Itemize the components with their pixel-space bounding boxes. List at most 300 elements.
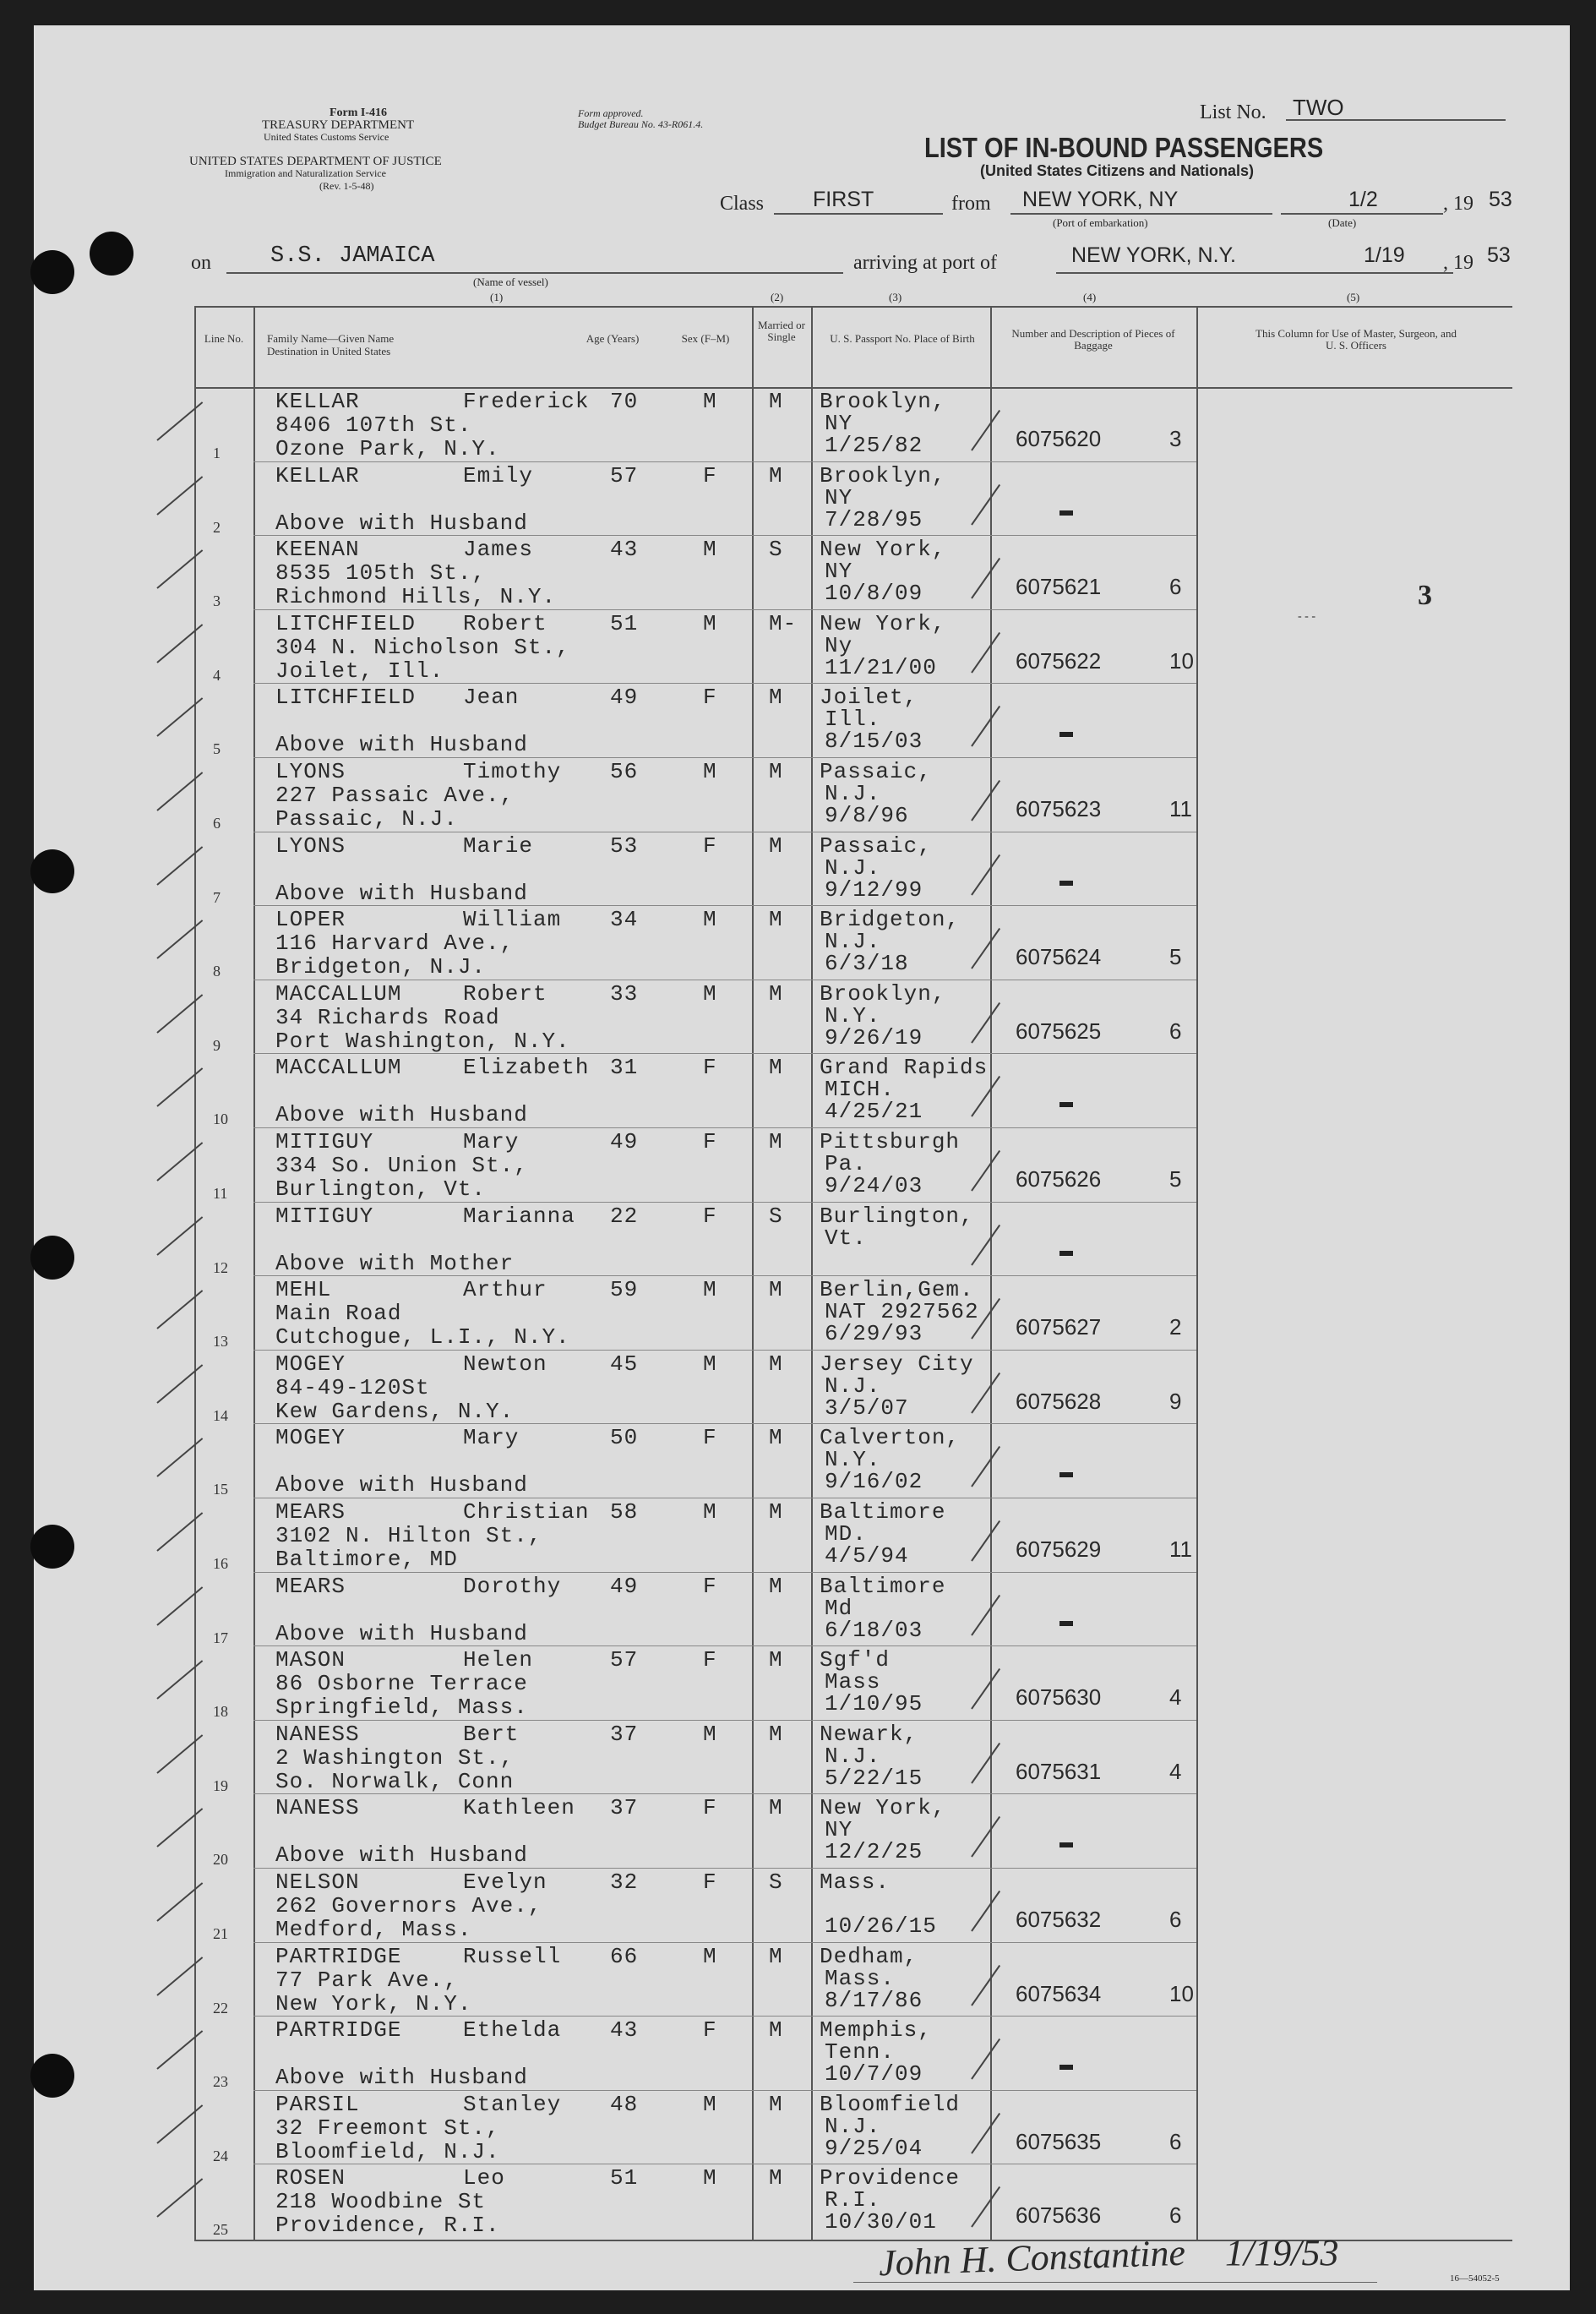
sex: F [703, 1647, 717, 1673]
given-name: Helen [463, 1647, 534, 1673]
age: 57 [610, 1647, 639, 1673]
baggage-count: 3 [1169, 426, 1182, 451]
age: 51 [610, 2165, 639, 2191]
birthplace-line-2: N.J. [825, 781, 881, 806]
family-name: PARTRIDGE [275, 2017, 402, 2044]
address-line-1: 262 Governors Ave., [275, 1893, 542, 1918]
birthplace-line-1: New York, [820, 537, 946, 563]
address-line-2: Medford, Mass. [275, 1917, 472, 1942]
age: 43 [610, 537, 639, 563]
age: 56 [610, 759, 639, 784]
sex: F [703, 832, 717, 859]
age: 48 [610, 2091, 639, 2117]
no-baggage-mark [1059, 881, 1073, 886]
sex: M [703, 1277, 717, 1303]
address-line-2: Above with Husband [275, 1472, 528, 1498]
sex: F [703, 1055, 717, 1081]
birthplace-line-1: Sgf'd [820, 1647, 891, 1673]
line-number: 21 [213, 1925, 228, 1942]
birth-date: 3/5/07 [825, 1394, 909, 1421]
birthplace-line-2: NY [825, 559, 853, 585]
baggage-number: 6075631 [1016, 1758, 1102, 1784]
binder-hole [30, 250, 74, 294]
sex: M [703, 2165, 717, 2191]
line-number: 1 [213, 445, 221, 461]
binder-hole [30, 2054, 74, 2098]
line-number: 22 [213, 1999, 228, 2017]
birthplace-line-2: N.Y. [825, 1002, 881, 1029]
line-number: 5 [213, 740, 221, 758]
given-name: Mary [463, 1129, 520, 1154]
family-name: NANESS [275, 1795, 360, 1821]
binder-hole [30, 1525, 74, 1569]
age: 53 [610, 832, 639, 859]
line-number: 10 [213, 1111, 228, 1128]
given-name: Robert [463, 610, 547, 636]
binder-hole [30, 849, 74, 893]
address-line-1: Main Road [275, 1301, 402, 1327]
line-number: 7 [213, 888, 221, 906]
marital-status: M [769, 1055, 783, 1081]
family-name: LYONS [275, 759, 346, 784]
ins-service: Immigration and Naturalization Service [225, 167, 386, 179]
age: 45 [610, 1351, 639, 1377]
sex: F [703, 1129, 717, 1154]
address-line-1: 227 Passaic Ave., [275, 783, 515, 808]
age: 34 [610, 907, 639, 933]
age: 49 [610, 685, 639, 711]
given-name: Marianna [463, 1203, 575, 1229]
birth-date: 8/17/86 [825, 1987, 923, 2013]
birthplace-line-1: Pittsburgh [820, 1129, 961, 1154]
line-number: 15 [213, 1481, 228, 1498]
birth-date: 8/15/03 [825, 729, 923, 755]
birthplace-line-2: NY [825, 1817, 853, 1843]
port-embark-caption: (Port of embarkation) [1053, 216, 1148, 229]
address-line-2: Above with Husband [275, 510, 528, 536]
no-baggage-mark [1059, 2065, 1073, 2070]
marital-status: M [769, 685, 783, 711]
birthplace-line-2: Ill. [825, 707, 881, 733]
baggage-number: 6075626 [1016, 1166, 1102, 1192]
form-sheet [34, 25, 1570, 2290]
age: 57 [610, 462, 639, 488]
family-name: MITIGUY [275, 1129, 374, 1154]
given-name: Mary [463, 1425, 520, 1451]
baggage-count: 5 [1169, 944, 1182, 970]
address-line-2: Richmond Hills, N.Y. [275, 584, 557, 610]
birthplace-line-2: R.I. [825, 2187, 881, 2213]
age: 66 [610, 1943, 639, 1969]
age: 50 [610, 1425, 639, 1451]
given-name: Arthur [463, 1277, 547, 1303]
sex: F [703, 1869, 717, 1895]
family-name: MEHL [275, 1277, 332, 1303]
birthplace-line-2: MD. [825, 1521, 867, 1547]
class-value: FIRST [813, 188, 874, 211]
line-number: 4 [213, 666, 221, 684]
no-baggage-mark [1059, 732, 1073, 737]
birthplace-line-2: NY [825, 484, 853, 510]
given-name: Leo [463, 2165, 505, 2191]
birthplace-line-1: Bloomfield [820, 2091, 961, 2117]
baggage-count: 4 [1169, 1684, 1182, 1711]
address-line-2: Above with Mother [275, 1250, 515, 1276]
family-name: NANESS [275, 1721, 360, 1747]
baggage-number: 6075630 [1016, 1684, 1102, 1711]
birth-date: 4/25/21 [825, 1099, 923, 1125]
birthplace-line-1: New York, [820, 1795, 946, 1821]
birthplace-line-2: NY [825, 411, 853, 436]
sex: M [703, 389, 717, 414]
given-name: Frederick [463, 389, 590, 414]
given-name: Bert [463, 1721, 520, 1747]
address-line-2: Ozone Park, N.Y. [275, 436, 500, 461]
baggage-number: 6075620 [1016, 426, 1102, 451]
line-number: 8 [213, 963, 221, 980]
header-sex: Sex (F–M) [681, 332, 730, 345]
marital-status: M [769, 1425, 783, 1451]
baggage-count: 6 [1169, 1018, 1182, 1044]
birth-date: 6/3/18 [825, 951, 909, 977]
baggage-count: 2 [1169, 1314, 1182, 1340]
sex: M [703, 1499, 717, 1525]
baggage-number: 6075624 [1016, 944, 1102, 970]
baggage-number: 6075632 [1016, 1907, 1102, 1932]
address-line-2: Passaic, N.J. [275, 806, 458, 832]
family-name: LITCHFIELD [275, 610, 417, 636]
birthplace-line-1: New York, [820, 610, 946, 636]
baggage-count: 11 [1169, 796, 1192, 821]
baggage-count: 6 [1169, 2202, 1182, 2229]
birthplace-line-1: Bridgeton, [820, 907, 961, 933]
age: 32 [610, 1869, 639, 1895]
treasury-dept: TREASURY DEPARTMENT [262, 118, 415, 132]
family-name: LYONS [275, 832, 346, 859]
marital-status: M [769, 1351, 783, 1377]
on-label: on [191, 252, 211, 274]
line-number: 19 [213, 1776, 228, 1794]
header-destination: Destination in United States [267, 345, 391, 357]
birthplace-line-2: N.J. [825, 929, 881, 955]
line-number: 17 [213, 1629, 228, 1646]
header-family-name: Family Name—Given Name [267, 332, 395, 345]
family-name: ROSEN [275, 2165, 346, 2191]
family-name: LITCHFIELD [275, 685, 417, 711]
birthplace-line-2: Md [825, 1595, 853, 1621]
baggage-count: 6 [1169, 1907, 1182, 1932]
age: 37 [610, 1721, 639, 1747]
marital-status: M [769, 759, 783, 784]
arrival-year-prefix: , 19 [1443, 252, 1473, 274]
baggage-number: 6075636 [1016, 2202, 1102, 2229]
marital-status: M [769, 389, 783, 414]
no-baggage-mark [1059, 1472, 1073, 1477]
list-no-value: TWO [1293, 95, 1344, 120]
baggage-count: 11 [1169, 1536, 1192, 1562]
marital-status: M [769, 1277, 783, 1303]
birth-date: 10/26/15 [825, 1913, 937, 1939]
birthplace-line-2: Tenn. [825, 2039, 896, 2066]
birthplace-line-1: Grand Rapids [820, 1055, 989, 1081]
no-baggage-mark [1059, 510, 1073, 516]
header-baggage: Number and Description of Pieces of Baggage [1011, 327, 1175, 352]
baggage-count: 9 [1169, 1388, 1182, 1414]
birth-date: 10/7/09 [825, 2061, 923, 2088]
address-line-2: Kew Gardens, N.Y. [275, 1398, 515, 1424]
birthplace-line-2: N.J. [825, 854, 881, 881]
birth-date: 4/5/94 [825, 1543, 909, 1569]
family-name: MACCALLUM [275, 1055, 402, 1081]
birthplace-line-1: Passaic, [820, 759, 932, 784]
age: 33 [610, 980, 639, 1007]
age: 70 [610, 389, 639, 414]
line-number: 24 [213, 2147, 228, 2164]
given-name: Russell [463, 1943, 562, 1969]
address-line-1: 84-49-120St [275, 1374, 430, 1400]
marital-status: M [769, 980, 783, 1007]
departure-year-prefix: , 19 [1443, 193, 1473, 215]
family-name: MOGEY [275, 1425, 346, 1451]
birth-date: 5/22/15 [825, 1765, 923, 1791]
officer-mark: 3 [1418, 580, 1432, 611]
birthplace-line-2: Mass [825, 1669, 881, 1695]
address-line-1: 8406 107th St. [275, 412, 472, 438]
given-name: Ethelda [463, 2017, 562, 2044]
line-number: 14 [213, 1406, 228, 1424]
line-number: 12 [213, 1258, 228, 1276]
address-line-2: Baltimore, MD [275, 1547, 458, 1572]
family-name: KELLAR [275, 462, 360, 488]
marital-status: M [769, 1499, 783, 1525]
birthplace-line-2: Vt. [825, 1225, 867, 1251]
address-line-1: 77 Park Ave., [275, 1967, 458, 1993]
given-name: Kathleen [463, 1795, 575, 1821]
justice-dept: UNITED STATES DEPARTMENT OF JUSTICE [189, 155, 442, 168]
class-label: Class [720, 193, 765, 215]
no-baggage-mark [1059, 1842, 1073, 1847]
marital-status: S [769, 1203, 783, 1229]
age: 22 [610, 1203, 639, 1229]
family-name: MOGEY [275, 1351, 346, 1377]
birthplace-line-1: Baltimore [820, 1499, 946, 1525]
list-no-label: List No. [1200, 101, 1266, 123]
birth-date: 7/28/95 [825, 506, 923, 532]
birth-date: 9/12/99 [825, 876, 923, 903]
address-line-1: 218 Woodbine St [275, 2189, 487, 2215]
marital-status: M [769, 1721, 783, 1747]
header-officers: This Column for Use of Master, Surgeon, and U. S. Officers [1256, 327, 1457, 352]
given-name: James [463, 537, 534, 563]
given-name: Dorothy [463, 1573, 562, 1599]
baggage-number: 6075635 [1016, 2128, 1102, 2154]
birth-date: 9/8/96 [825, 803, 909, 828]
birth-date: 9/26/19 [825, 1024, 923, 1051]
col-num-5: (5) [1347, 291, 1360, 303]
page-subtitle: (United States Citizens and Nationals) [980, 162, 1255, 179]
family-name: MASON [275, 1647, 346, 1673]
line-number: 23 [213, 2073, 228, 2091]
line-number: 25 [213, 2221, 228, 2239]
marital-status: M [769, 2091, 783, 2117]
date-caption: (Date) [1328, 216, 1357, 229]
given-name: Jean [463, 685, 520, 711]
family-name: LOPER [275, 907, 346, 933]
birthplace-line-1: Burlington, [820, 1203, 974, 1229]
sex: F [703, 1795, 717, 1821]
budget-bureau: Budget Bureau No. 43-R061.4. [578, 118, 704, 130]
birthplace-line-2: N.J. [825, 1373, 881, 1399]
birthplace-line-1: Mass. [820, 1869, 891, 1895]
age: 59 [610, 1277, 639, 1303]
family-name: MITIGUY [275, 1203, 374, 1229]
birth-date: 9/16/02 [825, 1469, 923, 1495]
given-name: Robert [463, 980, 547, 1007]
family-name: MEARS [275, 1499, 346, 1525]
marital-status: M [769, 1129, 783, 1154]
signature: John H. Constantine [878, 2231, 1186, 2284]
address-line-1: 34 Richards Road [275, 1004, 500, 1030]
departure-year: 53 [1489, 188, 1512, 211]
no-baggage-mark [1059, 1102, 1073, 1107]
address-line-2: Above with Husband [275, 732, 528, 758]
birthplace-line-1: Baltimore [820, 1573, 946, 1599]
family-name: NELSON [275, 1869, 360, 1895]
given-name: Christian [463, 1499, 590, 1525]
birth-date: 9/24/03 [825, 1173, 923, 1198]
birth-date: 10/8/09 [825, 581, 923, 607]
page-title: LIST OF IN-BOUND PASSENGERS [924, 132, 1324, 163]
given-name: Stanley [463, 2091, 562, 2117]
family-name: PARTRIDGE [275, 1943, 402, 1969]
binder-hole [30, 1236, 74, 1280]
header-age: Age (Years) [586, 332, 640, 345]
address-line-1: 116 Harvard Ave., [275, 931, 515, 957]
birthplace-line-1: Berlin,Gem. [820, 1277, 974, 1303]
age: 49 [610, 1573, 639, 1599]
col-num-3: (3) [889, 291, 902, 303]
birthplace-line-2: NAT 2927562 [825, 1299, 979, 1325]
line-number: 18 [213, 1703, 228, 1721]
marital-status: S [769, 537, 783, 563]
birthplace-line-1: Newark, [820, 1721, 918, 1747]
signature-date: 1/19/53 [1225, 2232, 1339, 2273]
arrival-port: NEW YORK, N.Y. [1071, 243, 1236, 267]
age: 51 [610, 610, 639, 636]
line-number: 16 [213, 1555, 228, 1572]
address-line-1: 8535 105th St., [275, 560, 487, 587]
birth-date: 1/10/95 [825, 1691, 923, 1717]
line-number: 20 [213, 1851, 228, 1869]
revision: (Rev. 1-5-48) [319, 180, 374, 192]
address-line-2: New York, N.Y. [275, 1990, 472, 2017]
from-value: NEW YORK, NY [1022, 188, 1179, 211]
sex: F [703, 1573, 717, 1599]
birth-date: 9/25/04 [825, 2135, 923, 2161]
address-line-2: Above with Husband [275, 1620, 528, 1646]
given-name: Evelyn [463, 1869, 547, 1895]
address-line-2: Above with Husband [275, 1842, 528, 1869]
birthplace-line-2: Mass. [825, 1965, 896, 1991]
sex: M [703, 1351, 717, 1377]
col-num-2: (2) [771, 291, 784, 303]
birthplace-line-2: MICH. [825, 1077, 896, 1103]
family-name: MEARS [275, 1573, 346, 1599]
header-line-no: Line No. [204, 332, 244, 345]
baggage-number: 6075621 [1016, 574, 1102, 600]
family-name: KELLAR [275, 389, 360, 414]
marital-status: M [769, 1573, 783, 1599]
address-line-2: Bridgeton, N.J. [275, 954, 487, 980]
line-number: 11 [213, 1185, 228, 1202]
sex: F [703, 2017, 717, 2044]
address-line-2: Providence, R.I. [275, 2213, 500, 2239]
address-line-2: Joilet, Ill. [275, 658, 444, 684]
arrival-year: 53 [1487, 243, 1511, 267]
marital-status: M [769, 462, 783, 488]
sex: F [703, 685, 717, 711]
given-name: William [463, 907, 562, 933]
sex: M [703, 759, 717, 784]
sex: M [703, 2091, 717, 2117]
address-line-2: Above with Husband [275, 880, 528, 906]
marital-status: M- [769, 610, 798, 636]
baggage-count: 5 [1169, 1166, 1182, 1192]
birth-date: 1/25/82 [825, 433, 923, 458]
vessel-name: S.S. JAMAICA [270, 243, 435, 269]
form-approved: Form approved. [578, 107, 644, 119]
sex: F [703, 1203, 717, 1229]
vessel-caption: (Name of vessel) [473, 276, 548, 288]
baggage-count: 6 [1169, 2128, 1182, 2154]
marital-status: M [769, 1647, 783, 1673]
birthplace-line-1: Providence [820, 2165, 961, 2191]
address-line-2: Burlington, Vt. [275, 1176, 487, 1202]
birthplace-line-2: Pa. [825, 1151, 867, 1176]
address-line-2: Above with Husband [275, 1102, 528, 1128]
sex: M [703, 1721, 717, 1747]
birthplace-line-1: Dedham, [820, 1943, 918, 1969]
address-line-2: Bloomfield, N.J. [275, 2138, 500, 2164]
arriving-label: arriving at port of [853, 252, 997, 274]
sex: M [703, 1943, 717, 1969]
line-number: 6 [213, 815, 221, 832]
header-passport: U. S. Passport No. Place of Birth [830, 332, 975, 345]
marital-status: M [769, 907, 783, 933]
address-line-1: 304 N. Nicholson St., [275, 634, 570, 660]
baggage-number: 6075627 [1016, 1314, 1102, 1340]
form-number: Form I-416 [330, 106, 388, 119]
sex: M [703, 980, 717, 1007]
baggage-number: 6075622 [1016, 647, 1102, 674]
birthplace-line-2: N.J. [825, 1743, 881, 1769]
address-line-2: Above with Husband [275, 2065, 528, 2091]
baggage-count: 4 [1169, 1758, 1182, 1784]
given-name: Elizabeth [463, 1055, 590, 1081]
given-name: Emily [463, 462, 534, 488]
officer-mark-sub: - - - [1298, 610, 1315, 623]
address-line-1: 334 So. Union St., [275, 1153, 528, 1178]
given-name: Timothy [463, 759, 562, 784]
family-name: PARSIL [275, 2091, 360, 2117]
marital-status: M [769, 2165, 783, 2191]
address-line-2: So. Norwalk, Conn [275, 1768, 515, 1794]
birth-date: 6/29/93 [825, 1321, 923, 1347]
birthplace-line-1: Memphis, [820, 2017, 932, 2044]
footer-code: 16—54052-5 [1450, 2273, 1500, 2284]
family-name: MACCALLUM [275, 980, 402, 1007]
header-married: Married or Single [758, 319, 805, 343]
